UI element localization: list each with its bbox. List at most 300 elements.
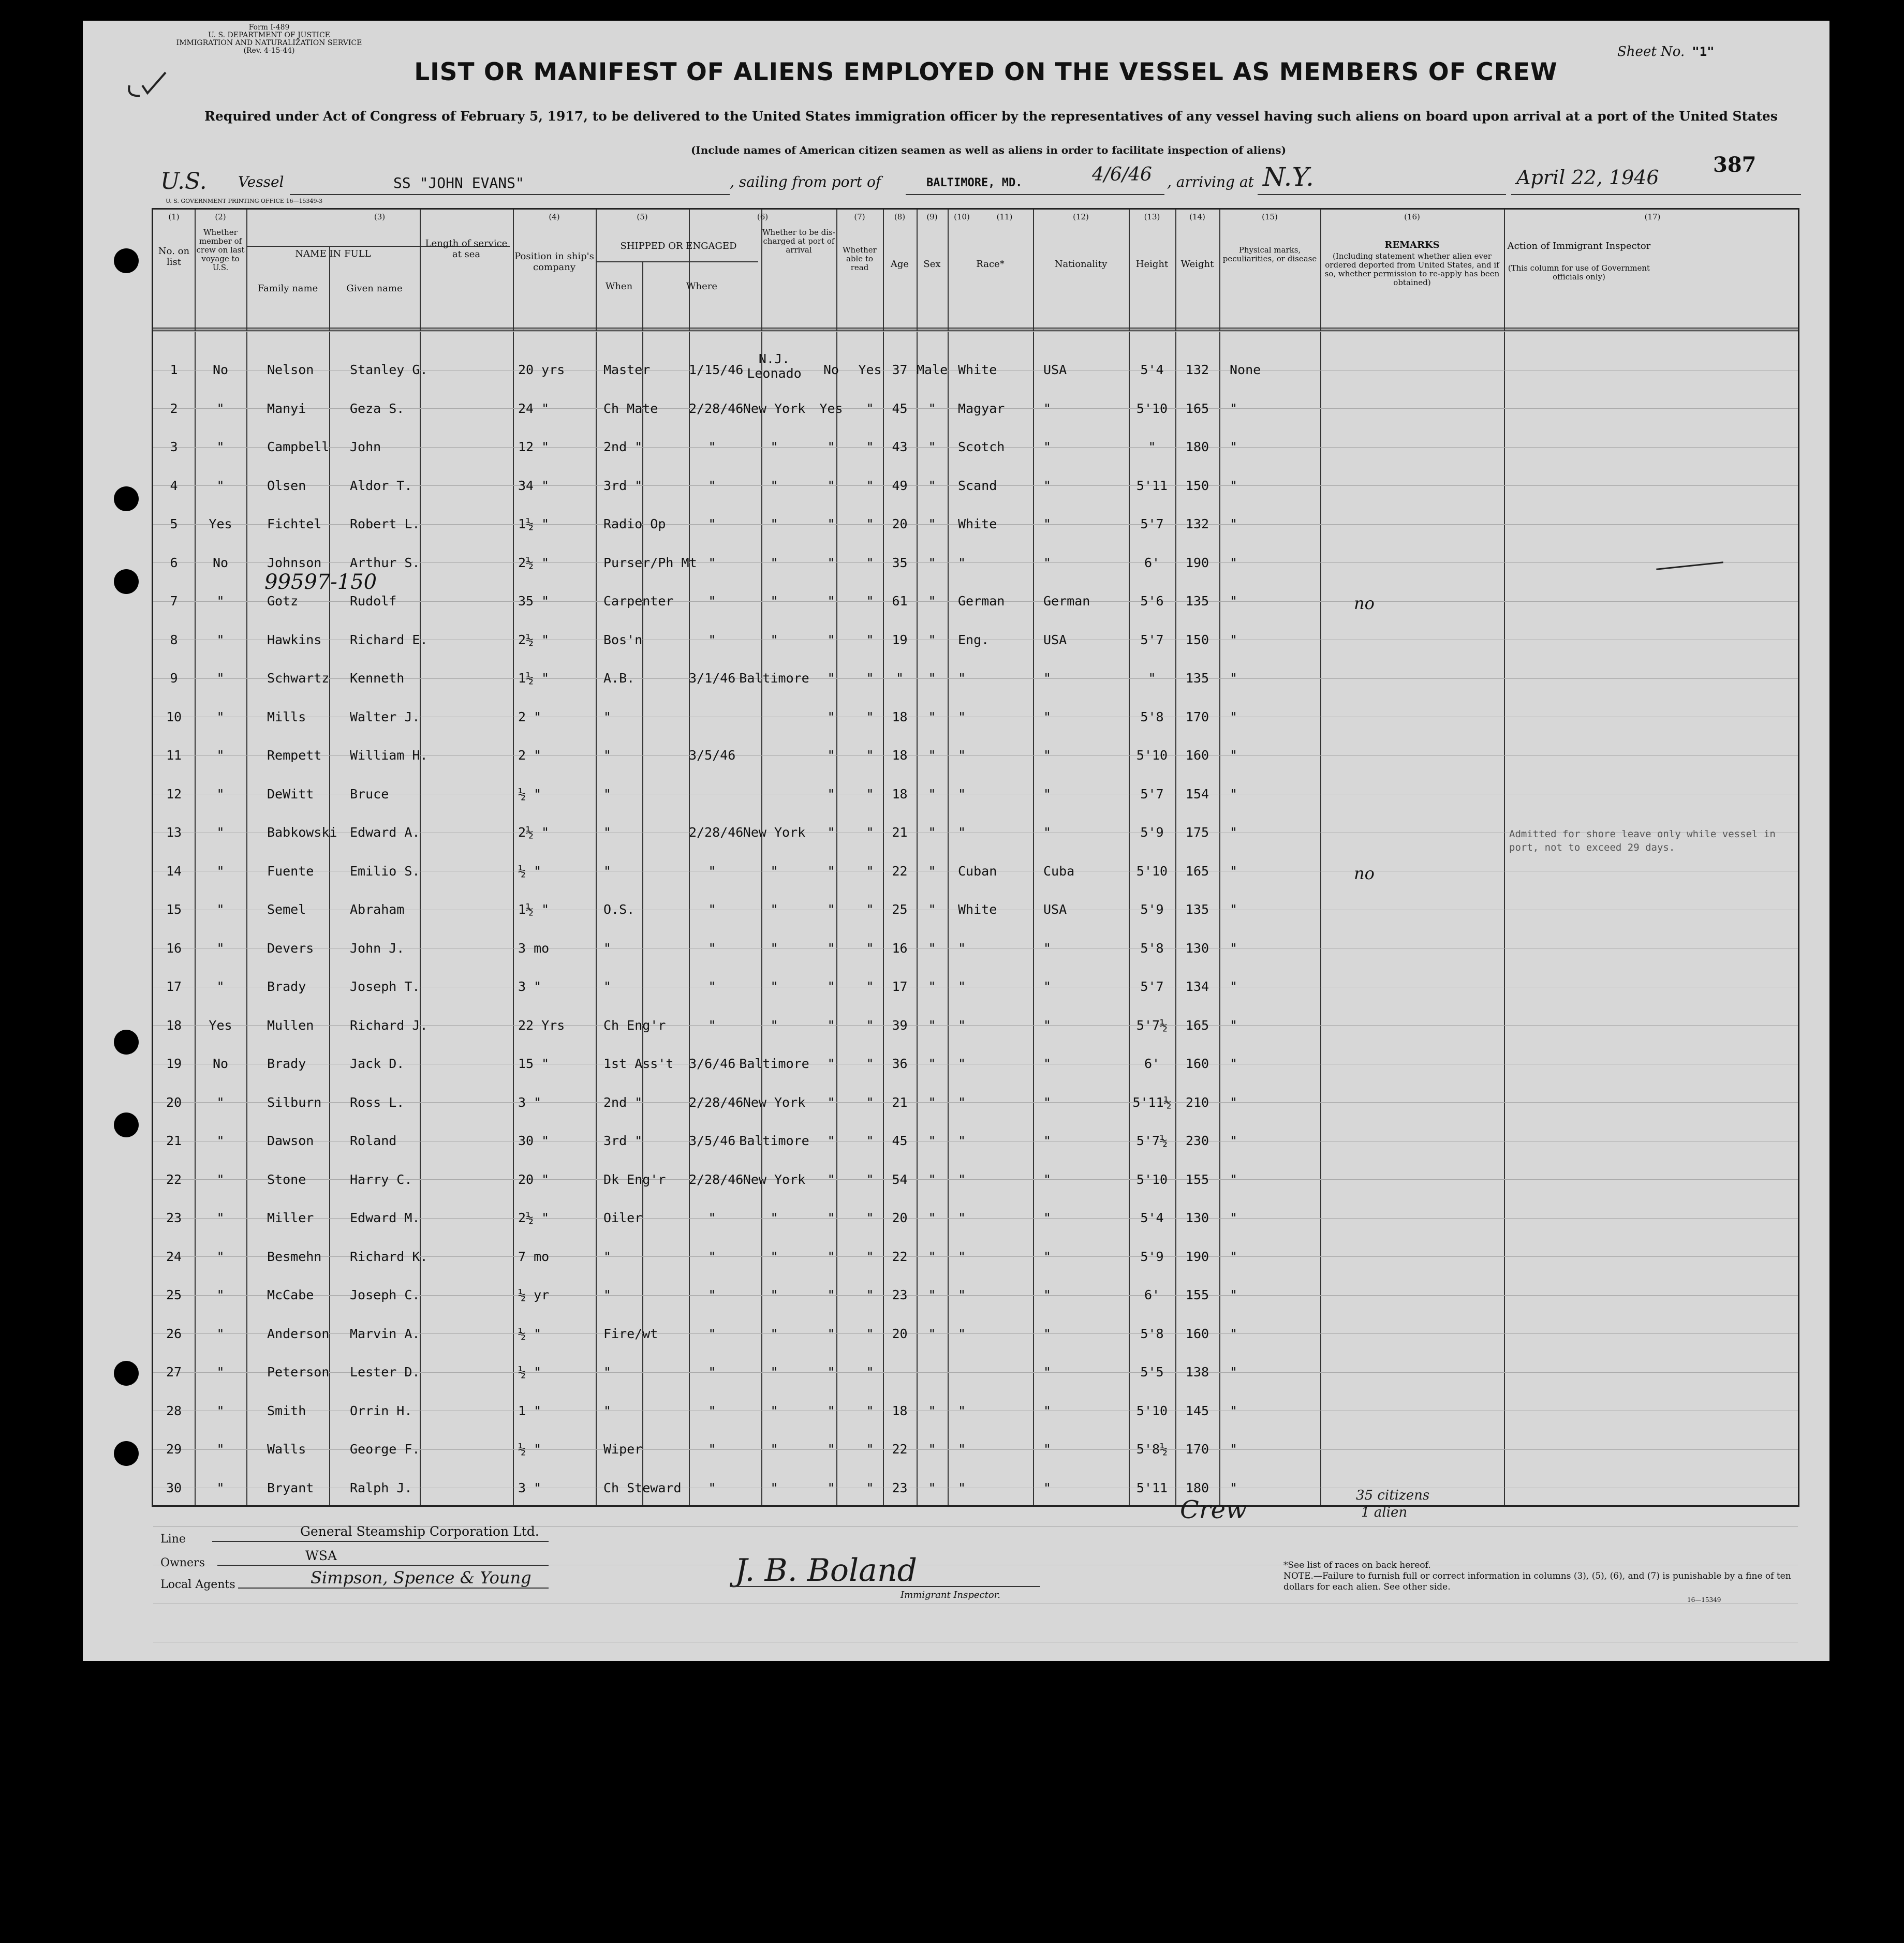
cell-wt: 175 [1185, 825, 1209, 840]
cell-age: 61 [892, 594, 908, 609]
cell-wt: 190 [1185, 555, 1209, 570]
cell-where: " [770, 1017, 778, 1033]
cell-nat: USA [1043, 632, 1067, 647]
cell-family: Walls [267, 1442, 306, 1457]
cell-last: " [216, 902, 225, 917]
column-number: (1) [168, 212, 180, 221]
arriving-label: , arriving at [1167, 173, 1254, 190]
cell-nat: " [1043, 1364, 1052, 1380]
cell-wt: 170 [1185, 1442, 1209, 1457]
arrival-date-handwritten: April 22, 1946 [1516, 166, 1659, 189]
cell-len: 7 mo [518, 1249, 550, 1264]
cell-pos: " [603, 709, 612, 724]
punch-hole [114, 1030, 139, 1055]
cell-no: 2 [170, 401, 178, 416]
cell-nat: " [1043, 1480, 1052, 1495]
cell-pos: 3rd " [603, 478, 643, 493]
cell-ht: 5'11½ [1132, 1094, 1172, 1110]
cell-nat: " [1043, 671, 1052, 686]
cell-pos: Ch Mate [603, 401, 658, 416]
cell-last: " [216, 594, 225, 609]
cell-read: " [866, 863, 874, 879]
cell-when: 2/28/46 [689, 825, 744, 840]
cell-sex: Male [917, 362, 948, 377]
header-able-read: Whether able to read [843, 245, 877, 272]
cell-disch: " [827, 709, 835, 724]
cell-last: " [216, 786, 225, 802]
cell-sex: " [928, 1249, 936, 1264]
cell-wt: 160 [1185, 748, 1209, 763]
cell-len: ½ " [518, 786, 542, 802]
cell-no: 12 [166, 786, 182, 802]
cell-phys: " [1230, 1249, 1238, 1264]
cell-read: " [866, 401, 874, 416]
cell-given: Orrin H. [350, 1403, 412, 1418]
cell-read: " [866, 1171, 874, 1187]
cell-no: 15 [166, 902, 182, 917]
cell-disch: " [827, 439, 835, 454]
cell-read: " [866, 1249, 874, 1264]
column-number: (6) [757, 212, 769, 221]
column-number: (10) [954, 212, 970, 221]
punch-hole [114, 1441, 139, 1466]
header-weight: Weight [1180, 259, 1214, 270]
cell-phys: " [1230, 401, 1238, 416]
cell-sex: " [928, 555, 936, 570]
cell-last: " [216, 478, 225, 493]
punch-hole [114, 1113, 139, 1137]
column-number: (12) [1073, 212, 1089, 221]
cell-len: 3 " [518, 1094, 542, 1110]
cell-sex: " [928, 1287, 936, 1302]
cell-family: Dawson [267, 1133, 314, 1148]
cell-race: " [958, 1480, 966, 1495]
cell-given: Geza S. [350, 401, 405, 416]
column-number: (13) [1144, 212, 1160, 221]
cell-sex: " [928, 1133, 936, 1148]
include-text: (Include names of American citizen seamen as well as aliens in order to facilitate inspection of aliens) [690, 144, 1287, 156]
cell-nat: German [1043, 594, 1090, 609]
cell-read: " [866, 478, 874, 493]
form-number: Form I-489 [248, 23, 290, 32]
cell-age: 19 [892, 632, 908, 647]
cell-last: " [216, 1133, 225, 1148]
column-number: (7) [854, 212, 865, 221]
cell-age: 18 [892, 709, 908, 724]
cell-ht: 5'8½ [1136, 1442, 1168, 1457]
cell-disch: " [827, 1017, 835, 1033]
cell-nat: " [1043, 1442, 1052, 1457]
cell-len: 22 Yrs [518, 1017, 565, 1033]
cell-len: 35 " [518, 594, 550, 609]
cell-len: ½ " [518, 1442, 542, 1457]
footnote [1283, 1560, 1801, 1593]
cell-when: " [708, 979, 716, 994]
cell-where: " [770, 594, 778, 609]
cell-race: White [958, 516, 997, 531]
check-mark-icon [124, 65, 171, 101]
cell-ht: 5'4 [1140, 1210, 1164, 1225]
cell-where: " [770, 1480, 778, 1495]
cell-pos: " [603, 748, 612, 763]
cell-pos: O.S. [603, 902, 635, 917]
cell-ht: 5'9 [1140, 902, 1164, 917]
cell-phys: " [1230, 555, 1238, 570]
cell-pos: Oiler [603, 1210, 643, 1225]
header-shipped: SHIPPED OR ENGAGED [620, 241, 737, 251]
cell-family: Babkowski [267, 825, 337, 840]
cell-given: Stanley G. [350, 362, 428, 377]
cell-last: " [216, 632, 225, 647]
cell-race: Magyar [958, 401, 1005, 416]
cell-age: 21 [892, 1094, 908, 1110]
cell-when: 2/28/46 [689, 401, 744, 416]
cell-read: " [866, 1210, 874, 1225]
inspector-label: Immigrant Inspector. [901, 1590, 1001, 1600]
manifest-sheet [83, 21, 1829, 1661]
cell-no: 18 [166, 1017, 182, 1033]
cell-given: Joseph T. [350, 979, 420, 994]
cell-no: 1 [170, 362, 178, 377]
cell-race: " [958, 1210, 966, 1225]
cell-disch: " [827, 902, 835, 917]
cell-len: ½ yr [518, 1287, 550, 1302]
cell-when: 1/15/46 [689, 362, 744, 377]
cell-phys: " [1230, 863, 1238, 879]
cell-given: Harry C. [350, 1171, 412, 1187]
cell-wt: 150 [1185, 632, 1209, 647]
cell-ht: 5'6 [1140, 594, 1164, 609]
cell-sex: " [928, 1326, 936, 1341]
cell-when: 3/5/46 [689, 748, 736, 763]
cell-no: 27 [166, 1364, 182, 1380]
cell-family: Manyi [267, 401, 306, 416]
cell-where: " [770, 1326, 778, 1341]
cell-age: 45 [892, 401, 908, 416]
cell-where: " [770, 1442, 778, 1457]
cell-read: " [866, 748, 874, 763]
page-title: LIST OR MANIFEST OF ALIENS EMPLOYED ON THE VESSEL AS MEMBERS OF CREW [414, 58, 1558, 86]
cell-len: 3 mo [518, 940, 550, 956]
cell-no: 7 [170, 594, 178, 609]
vessel-name: SS "JOHN EVANS" [393, 174, 524, 191]
cell-last: " [216, 1171, 225, 1187]
crew-table [152, 208, 1799, 1507]
cell-nat: " [1043, 1403, 1052, 1418]
cell-nat: " [1043, 1326, 1052, 1341]
cell-family: Brady [267, 1056, 306, 1071]
cell-len: ½ " [518, 1364, 542, 1380]
cell-when: " [708, 1480, 716, 1495]
cell-nat: " [1043, 825, 1052, 840]
column-number: (16) [1404, 212, 1420, 221]
cell-sex: " [928, 671, 936, 686]
cell-age: 22 [892, 1442, 908, 1457]
cell-age: 22 [892, 863, 908, 879]
cell-disch: " [827, 1249, 835, 1264]
page-number: 387 [1713, 153, 1757, 177]
cell-when: " [708, 1287, 716, 1302]
cell-pos: " [603, 1364, 612, 1380]
cell-age: 36 [892, 1056, 908, 1071]
crew-note: Crew [1180, 1495, 1247, 1524]
cell-when: " [708, 516, 716, 531]
cell-given: Aldor T. [350, 478, 412, 493]
cell-len: 2 " [518, 748, 542, 763]
cell-race: White [958, 902, 997, 917]
cell-where: Baltimore [739, 1133, 809, 1148]
cell-when: 2/28/46 [689, 1094, 744, 1110]
header-race: Race* [976, 259, 1005, 270]
cell-read: " [866, 1480, 874, 1495]
printer-note: U. S. GOVERNMENT PRINTING OFFICE 16—15349-3 [166, 198, 323, 204]
cell-read: " [866, 1017, 874, 1033]
cell-phys: " [1230, 940, 1238, 956]
cell-len: 3 " [518, 979, 542, 994]
cell-read: " [866, 1403, 874, 1418]
cell-family: Hawkins [267, 632, 322, 647]
cell-no: 19 [166, 1056, 182, 1071]
cell-nat: USA [1043, 362, 1067, 377]
cell-disch: " [827, 478, 835, 493]
cell-nat: " [1043, 1249, 1052, 1264]
cell-ht: 5'10 [1136, 1403, 1168, 1418]
row14-typed-remark: Admitted for shore leave only while vessel in port, not to exceed 29 days. [1509, 828, 1776, 853]
cell-pos: " [603, 1403, 612, 1418]
cell-pos: 1st Ass't [603, 1056, 674, 1071]
cell-disch: " [827, 979, 835, 994]
cell-age: 25 [892, 902, 908, 917]
cell-age: 17 [892, 979, 908, 994]
cell-no: 14 [166, 863, 182, 879]
cell-race: " [958, 555, 966, 570]
cell-when: " [708, 594, 716, 609]
cell-ht: 5'9 [1140, 1249, 1164, 1264]
cell-nat: " [1043, 979, 1052, 994]
cell-pos: " [603, 786, 612, 802]
cell-nat: " [1043, 709, 1052, 724]
cell-disch: " [827, 863, 835, 879]
cell-when: " [708, 478, 716, 493]
cell-given: Walter J. [350, 709, 420, 724]
cell-no: 28 [166, 1403, 182, 1418]
cell-given: Edward M. [350, 1210, 420, 1225]
cell-read: " [866, 439, 874, 454]
cell-sex: " [928, 1094, 936, 1110]
cell-phys: " [1230, 1442, 1238, 1457]
cell-wt: 138 [1185, 1364, 1209, 1380]
column-number: (8) [894, 212, 906, 221]
cell-sex: " [928, 902, 936, 917]
cell-sex: " [928, 786, 936, 802]
sailing-port: BALTIMORE, MD. [926, 176, 1023, 189]
cell-last: " [216, 1326, 225, 1341]
cell-family: Silburn [267, 1094, 322, 1110]
cell-phys: " [1230, 748, 1238, 763]
cell-len: 24 " [518, 401, 550, 416]
owners-value: WSA [305, 1548, 337, 1563]
cell-family: Brady [267, 979, 306, 994]
cell-last: " [216, 1442, 225, 1457]
agents-label: Local Agents [160, 1578, 235, 1591]
cell-nat: " [1043, 786, 1052, 802]
cell-race: " [958, 1403, 966, 1418]
cell-race: " [958, 786, 966, 802]
cell-sex: " [928, 979, 936, 994]
cell-ht: 5'7 [1140, 516, 1164, 531]
cell-given: Roland [350, 1133, 397, 1148]
cell-ht: 5'8 [1140, 709, 1164, 724]
header-action: Action of Immigrant Inspector [1507, 241, 1651, 251]
cell-family: Fuente [267, 863, 314, 879]
cell-wt: 155 [1185, 1287, 1209, 1302]
column-number: (17) [1644, 212, 1661, 221]
cell-read: " [866, 1326, 874, 1341]
cell-where: " [770, 478, 778, 493]
cell-len: ½ " [518, 863, 542, 879]
cell-where: " [770, 516, 778, 531]
cell-race: Cuban [958, 863, 997, 879]
cell-nat: " [1043, 1094, 1052, 1110]
cell-age: 45 [892, 1133, 908, 1148]
cell-no: 29 [166, 1442, 182, 1457]
owners-label: Owners [160, 1556, 205, 1569]
cell-last: Yes [209, 1017, 232, 1033]
cell-ht: 5'8 [1140, 1326, 1164, 1341]
cell-nat: " [1043, 1133, 1052, 1148]
cell-disch: " [827, 1287, 835, 1302]
cell-sex: " [928, 1403, 936, 1418]
agents-value: Simpson, Spence & Young [311, 1568, 532, 1588]
cell-age: 43 [892, 439, 908, 454]
cell-given: Bruce [350, 786, 389, 802]
cell-ht: 5'7½ [1136, 1133, 1168, 1148]
cell-when: " [708, 1326, 716, 1341]
header-when: When [605, 281, 633, 292]
cell-last: " [216, 1364, 225, 1380]
cell-nat: " [1043, 940, 1052, 956]
cell-no: 30 [166, 1480, 182, 1495]
cell-len: 1½ " [518, 902, 550, 917]
header-sex: Sex [923, 259, 941, 270]
cell-last: No [212, 1056, 229, 1071]
cell-pos: Ch Steward [603, 1480, 682, 1495]
cell-read: " [866, 1094, 874, 1110]
cell-no: 5 [170, 516, 178, 531]
cell-phys: " [1230, 1480, 1238, 1495]
cell-last: " [216, 1403, 225, 1418]
cell-race: " [958, 1442, 966, 1457]
cell-last: " [216, 979, 225, 994]
cell-disch: Yes [819, 401, 843, 416]
header-family-name: Family name [257, 283, 318, 294]
cell-remark: no [1354, 594, 1375, 613]
cell-wt: 132 [1185, 362, 1209, 377]
cell-disch: " [827, 555, 835, 570]
cell-nat: " [1043, 1171, 1052, 1187]
cell-read: " [866, 709, 874, 724]
column-number: (11) [996, 212, 1013, 221]
cell-no: 25 [166, 1287, 182, 1302]
cell-no: 20 [166, 1094, 182, 1110]
cell-race: " [958, 1094, 966, 1110]
cell-pos: Ch Eng'r [603, 1017, 666, 1033]
cell-when: " [708, 1017, 716, 1033]
cell-len: 2½ " [518, 825, 550, 840]
cell-family: Besmehn [267, 1249, 322, 1264]
cell-disch: No [823, 362, 839, 377]
cell-nat: Cuba [1043, 863, 1075, 879]
cell-sex: " [928, 516, 936, 531]
cell-when: " [708, 902, 716, 917]
cell-family: Mullen [267, 1017, 314, 1033]
cell-when: 3/5/46 [689, 1133, 736, 1148]
cell-len: 34 " [518, 478, 550, 493]
cell-when: " [708, 555, 716, 570]
cell-family: Gotz [267, 594, 299, 609]
cell-ht: 5'7½ [1136, 1017, 1168, 1033]
service-name: IMMIGRATION AND NATURALIZATION SERVICE [176, 39, 362, 47]
cell-family: Miller [267, 1210, 314, 1225]
cell-no: 21 [166, 1133, 182, 1148]
cell-read: " [866, 825, 874, 840]
cell-no: 8 [170, 632, 178, 647]
gotz-number-annotation: 99597-150 [264, 570, 377, 594]
cell-disch: " [827, 1171, 835, 1187]
cell-family: Mills [267, 709, 306, 724]
form-identifier [160, 24, 378, 55]
cell-given: Jack D. [350, 1056, 405, 1071]
cell-age: 20 [892, 1210, 908, 1225]
cell-race: Scotch [958, 439, 1005, 454]
cell-sex: " [928, 594, 936, 609]
cell-pos: 2nd " [603, 1094, 643, 1110]
cell-family: Anderson [267, 1326, 330, 1341]
cell-family: Johnson [267, 555, 322, 570]
cell-pos: Master [603, 362, 651, 377]
cell-phys: " [1230, 1210, 1238, 1225]
cell-phys: " [1230, 979, 1238, 994]
cell-race: " [958, 709, 966, 724]
cell-ht: 5'5 [1140, 1364, 1164, 1380]
cell-last: " [216, 1094, 225, 1110]
cell-read: Yes [858, 362, 882, 377]
cell-disch: " [827, 748, 835, 763]
footnote-races: *See list of races on back hereof. [1283, 1560, 1431, 1570]
citizen-count: 35 citizens [1356, 1488, 1430, 1503]
form-code: 16—15349 [1687, 1596, 1721, 1604]
cell-wt: 130 [1185, 1210, 1209, 1225]
line-value: General Steamship Corporation Ltd. [300, 1524, 539, 1539]
cell-sex: " [928, 439, 936, 454]
cell-family: Devers [267, 940, 314, 956]
cell-where: " [770, 632, 778, 647]
sheet-label: Sheet No. [1617, 44, 1685, 60]
cell-family: Stone [267, 1171, 306, 1187]
cell-phys: " [1230, 1171, 1238, 1187]
cell-disch: " [827, 1133, 835, 1148]
cell-disch: " [827, 786, 835, 802]
cell-nat: " [1043, 478, 1052, 493]
cell-family: DeWitt [267, 786, 314, 802]
cell-ht: 5'11 [1136, 478, 1168, 493]
header-physical: Physical marks, peculiarities, or disease [1222, 245, 1317, 263]
cell-race: " [958, 1133, 966, 1148]
cell-disch: " [827, 1056, 835, 1071]
cell-where: " [770, 555, 778, 570]
cell-pos: " [603, 863, 612, 879]
header-last-voyage: Whether member of crew on last voyage to U.S. [196, 228, 245, 272]
